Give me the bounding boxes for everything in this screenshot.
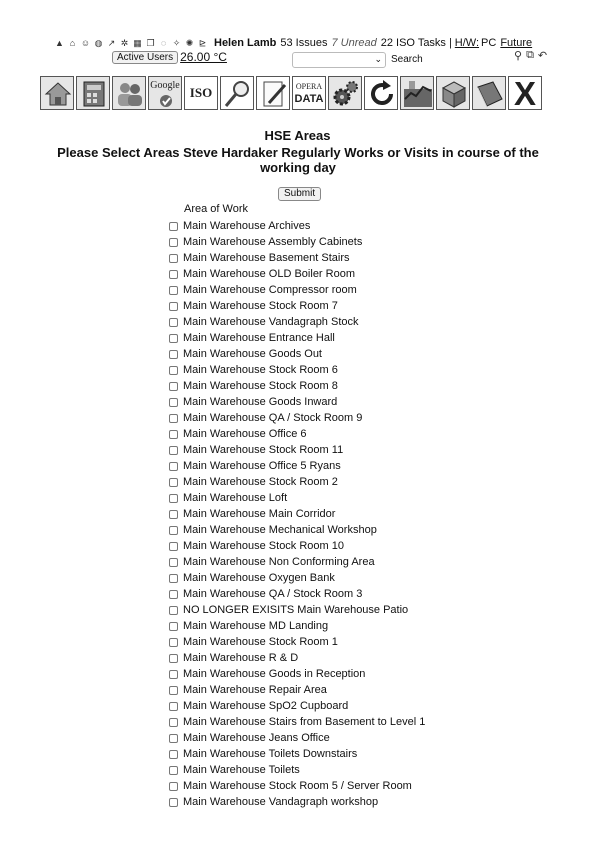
settings-button[interactable] (328, 76, 362, 110)
refresh-icon (365, 77, 398, 110)
iso-label: ISO (189, 85, 213, 100)
close-icon: X (513, 76, 536, 110)
area-checkbox[interactable] (169, 302, 178, 311)
edit-button[interactable] (256, 76, 290, 110)
area-label: Main Warehouse Toilets Downstairs (183, 748, 358, 760)
area-checkbox[interactable] (169, 270, 178, 279)
area-label: Main Warehouse QA / Stock Room 9 (183, 412, 363, 424)
magnifier-icon[interactable]: ⚲ (514, 50, 523, 62)
issues-count[interactable]: 53 Issues (280, 37, 328, 49)
area-checkbox[interactable] (169, 414, 178, 423)
opera-label: OPERA (295, 82, 323, 91)
users-button[interactable] (112, 76, 146, 110)
area-item[interactable] (169, 554, 425, 570)
area-label: NO LONGER EXISITS Main Warehouse Patio (183, 604, 409, 616)
area-item[interactable] (169, 378, 425, 394)
area-item[interactable] (169, 362, 425, 378)
gear-small-icon[interactable]: ✲ (120, 37, 129, 48)
area-checkbox[interactable] (169, 510, 178, 519)
area-checkbox[interactable] (169, 318, 178, 327)
chevron-down-icon: ⌄ (374, 54, 382, 64)
area-label: Main Warehouse Assembly Cabinets (183, 236, 363, 248)
area-checkbox[interactable] (169, 766, 178, 775)
area-label: Main Warehouse MD Landing (183, 620, 329, 632)
grid-icon[interactable]: ▦ (133, 37, 142, 48)
area-item[interactable] (169, 602, 425, 618)
area-label: Main Warehouse Stock Room 11 (183, 444, 344, 456)
area-label: Main Warehouse Entrance Hall (183, 332, 335, 344)
area-item[interactable] (169, 538, 425, 554)
gears-icon (329, 77, 362, 110)
refresh-button[interactable] (364, 76, 398, 110)
search-tool-button[interactable] (220, 76, 254, 110)
area-label: Main Warehouse Vandagraph Stock (183, 316, 359, 328)
book-button[interactable] (472, 76, 506, 110)
area-checkbox[interactable] (169, 238, 178, 247)
google-button[interactable] (148, 76, 182, 110)
area-label: Main Warehouse Office 6 (183, 428, 307, 440)
area-label: Main Warehouse Stock Room 8 (183, 380, 338, 392)
area-checkbox[interactable] (169, 686, 178, 695)
hw-value: PC (481, 37, 497, 49)
area-list (169, 218, 425, 810)
area-label: Main Warehouse Toilets (183, 764, 300, 776)
area-item[interactable] (169, 218, 425, 234)
area-item[interactable] (169, 714, 425, 730)
separator: | (448, 37, 452, 49)
undo-icon[interactable]: ↶ (537, 50, 548, 62)
area-item[interactable] (169, 410, 425, 426)
area-checkbox[interactable] (169, 558, 178, 567)
area-checkbox[interactable] (169, 446, 178, 455)
area-item[interactable] (169, 746, 425, 762)
copy-icon[interactable]: ❐ (146, 37, 155, 48)
area-checkbox[interactable] (169, 430, 178, 439)
area-item[interactable] (169, 490, 425, 506)
submit-button[interactable]: Submit (278, 187, 321, 201)
area-item[interactable] (169, 778, 425, 794)
area-item[interactable] (169, 266, 425, 282)
external-link-icon[interactable]: ⧉ (526, 49, 534, 61)
area-checkbox[interactable] (169, 734, 178, 743)
area-label: Main Warehouse Compressor room (183, 284, 357, 296)
area-item[interactable] (169, 618, 425, 634)
area-item[interactable] (169, 250, 425, 266)
area-label: Main Warehouse Stock Room 5 / Server Room (183, 780, 412, 792)
magnifying-glass-icon (221, 77, 254, 110)
area-item[interactable] (169, 506, 425, 522)
area-item[interactable] (169, 394, 425, 410)
iso-tasks-count[interactable]: 22 ISO Tasks (380, 37, 446, 49)
home-icon (41, 77, 74, 110)
temperature-link[interactable]: 26.00 °C (180, 50, 227, 64)
area-label: Main Warehouse Stock Room 10 (183, 540, 344, 552)
box-button[interactable] (436, 76, 470, 110)
area-label: Main Warehouse Stairs from Basement to Level 1 (183, 716, 426, 728)
area-item[interactable] (169, 474, 425, 490)
area-checkbox[interactable] (169, 478, 178, 487)
area-checkbox[interactable] (169, 286, 178, 295)
area-checkbox[interactable] (169, 542, 178, 551)
area-label: Main Warehouse Stock Room 6 (183, 364, 338, 376)
future-link[interactable]: Future (500, 37, 533, 49)
area-label: Main Warehouse Mechanical Workshop (183, 524, 377, 536)
area-item[interactable] (169, 682, 425, 698)
users-icon (113, 77, 146, 110)
globe-icon[interactable]: ◍ (94, 37, 103, 48)
area-item[interactable] (169, 570, 425, 586)
warning-icon[interactable]: ▲ (55, 37, 64, 48)
area-label: Main Warehouse Goods Out (183, 348, 322, 360)
area-checkbox[interactable] (169, 798, 178, 807)
area-label: Main Warehouse Stock Room 7 (183, 300, 338, 312)
area-checkbox[interactable] (169, 590, 178, 599)
area-label: Main Warehouse Main Corridor (183, 508, 336, 520)
area-label: Main Warehouse OLD Boiler Room (183, 268, 355, 280)
area-label: Main Warehouse SpO2 Cupboard (183, 700, 349, 712)
area-label: Main Warehouse Basement Stairs (183, 252, 350, 264)
arrow-icon[interactable]: ↗ (107, 37, 116, 48)
box-icon (437, 77, 470, 110)
area-checkbox[interactable] (169, 526, 178, 535)
area-label: Main Warehouse Goods Inward (183, 396, 338, 408)
main-toolbar (40, 76, 544, 110)
area-label: Main Warehouse Office 5 Ryans (183, 460, 341, 472)
area-label: Main Warehouse Non Conforming Area (183, 556, 375, 568)
area-label: Main Warehouse R & D (183, 652, 299, 664)
area-checkbox[interactable] (169, 606, 178, 615)
area-checkbox[interactable] (169, 350, 178, 359)
area-item[interactable] (169, 442, 425, 458)
area-label: Main Warehouse QA / Stock Room 3 (183, 588, 363, 600)
area-checkbox[interactable] (169, 638, 178, 647)
book-icon (473, 77, 506, 110)
area-checkbox[interactable] (169, 782, 178, 791)
chart-button[interactable] (400, 76, 434, 110)
area-item[interactable] (169, 586, 425, 602)
area-checkbox[interactable] (169, 462, 178, 471)
smile-icon[interactable]: ☺ (80, 37, 91, 48)
unread-count[interactable]: 7 Unread (331, 37, 377, 49)
data-label: DATA (294, 93, 324, 105)
home-button[interactable] (40, 76, 74, 110)
area-item[interactable] (169, 298, 425, 314)
area-item[interactable] (169, 666, 425, 682)
area-checkbox[interactable] (169, 574, 178, 583)
area-checkbox[interactable] (169, 494, 178, 503)
area-label: Main Warehouse Loft (183, 492, 288, 504)
area-checkbox[interactable] (169, 718, 178, 727)
area-checkbox[interactable] (169, 366, 178, 375)
pencil-paper-icon (257, 77, 290, 110)
calculator-button[interactable] (76, 76, 110, 110)
area-item[interactable] (169, 522, 425, 538)
google-label: Google (150, 80, 180, 91)
area-checkbox[interactable] (169, 702, 178, 711)
settings-small-icon[interactable]: ✺ (185, 37, 194, 48)
area-item[interactable] (169, 730, 425, 746)
area-checkbox[interactable] (169, 750, 178, 759)
area-item[interactable] (169, 346, 425, 362)
area-checkbox[interactable] (169, 382, 178, 391)
area-label: Main Warehouse Stock Room 2 (183, 476, 338, 488)
area-item[interactable] (169, 794, 425, 810)
close-button[interactable] (508, 76, 542, 110)
area-label: Main Warehouse Stock Room 1 (183, 636, 338, 648)
area-checkbox[interactable] (169, 670, 178, 679)
area-checkbox[interactable] (169, 222, 178, 231)
area-checkbox[interactable] (169, 654, 178, 663)
area-checkbox[interactable] (169, 254, 178, 263)
area-item[interactable] (169, 314, 425, 330)
area-item[interactable] (169, 234, 425, 250)
area-label: Main Warehouse Goods in Reception (183, 668, 366, 680)
opera-data-button[interactable] (292, 76, 326, 110)
area-item[interactable] (169, 698, 425, 714)
tool-icons (514, 49, 547, 62)
area-item[interactable] (169, 458, 425, 474)
hw-link[interactable]: H/W: (454, 37, 480, 49)
area-item[interactable] (169, 330, 425, 346)
area-checkbox[interactable] (169, 398, 178, 407)
area-checkbox[interactable] (169, 334, 178, 343)
chart-small-icon[interactable]: ⊵ (198, 37, 207, 48)
search-select[interactable] (292, 52, 386, 68)
user-name[interactable]: Helen Lamb (214, 37, 277, 49)
column-header: Area of Work (184, 203, 248, 215)
home-small-icon[interactable]: ⌂ (69, 37, 76, 48)
area-item[interactable] (169, 426, 425, 442)
page-title: HSE Areas (264, 128, 331, 143)
area-item[interactable] (169, 762, 425, 778)
page-subtitle: Please Select Areas Steve Hardaker Regularly Works or Visits in course of the working day (57, 145, 539, 175)
area-label: Main Warehouse Jeans Office (183, 732, 330, 744)
star-icon[interactable]: ✧ (172, 37, 181, 48)
refresh-small-icon[interactable]: ◌ (160, 37, 167, 48)
active-users-button[interactable]: Active Users (112, 51, 178, 64)
area-label: Main Warehouse Oxygen Bank (183, 572, 335, 584)
search-label: Search (391, 54, 423, 65)
folder-chart-icon (401, 77, 434, 110)
iso-button[interactable] (184, 76, 218, 110)
area-item[interactable] (169, 650, 425, 666)
area-item[interactable] (169, 282, 425, 298)
area-label: Main Warehouse Repair Area (183, 684, 327, 696)
calculator-icon (77, 77, 110, 110)
google-check-icon (149, 77, 182, 110)
area-label: Main Warehouse Archives (183, 220, 311, 232)
status-row-2 (112, 50, 227, 64)
area-item[interactable] (169, 634, 425, 650)
area-label: Main Warehouse Vandagraph workshop (183, 796, 379, 808)
area-checkbox[interactable] (169, 622, 178, 631)
top-status-bar (54, 36, 532, 50)
